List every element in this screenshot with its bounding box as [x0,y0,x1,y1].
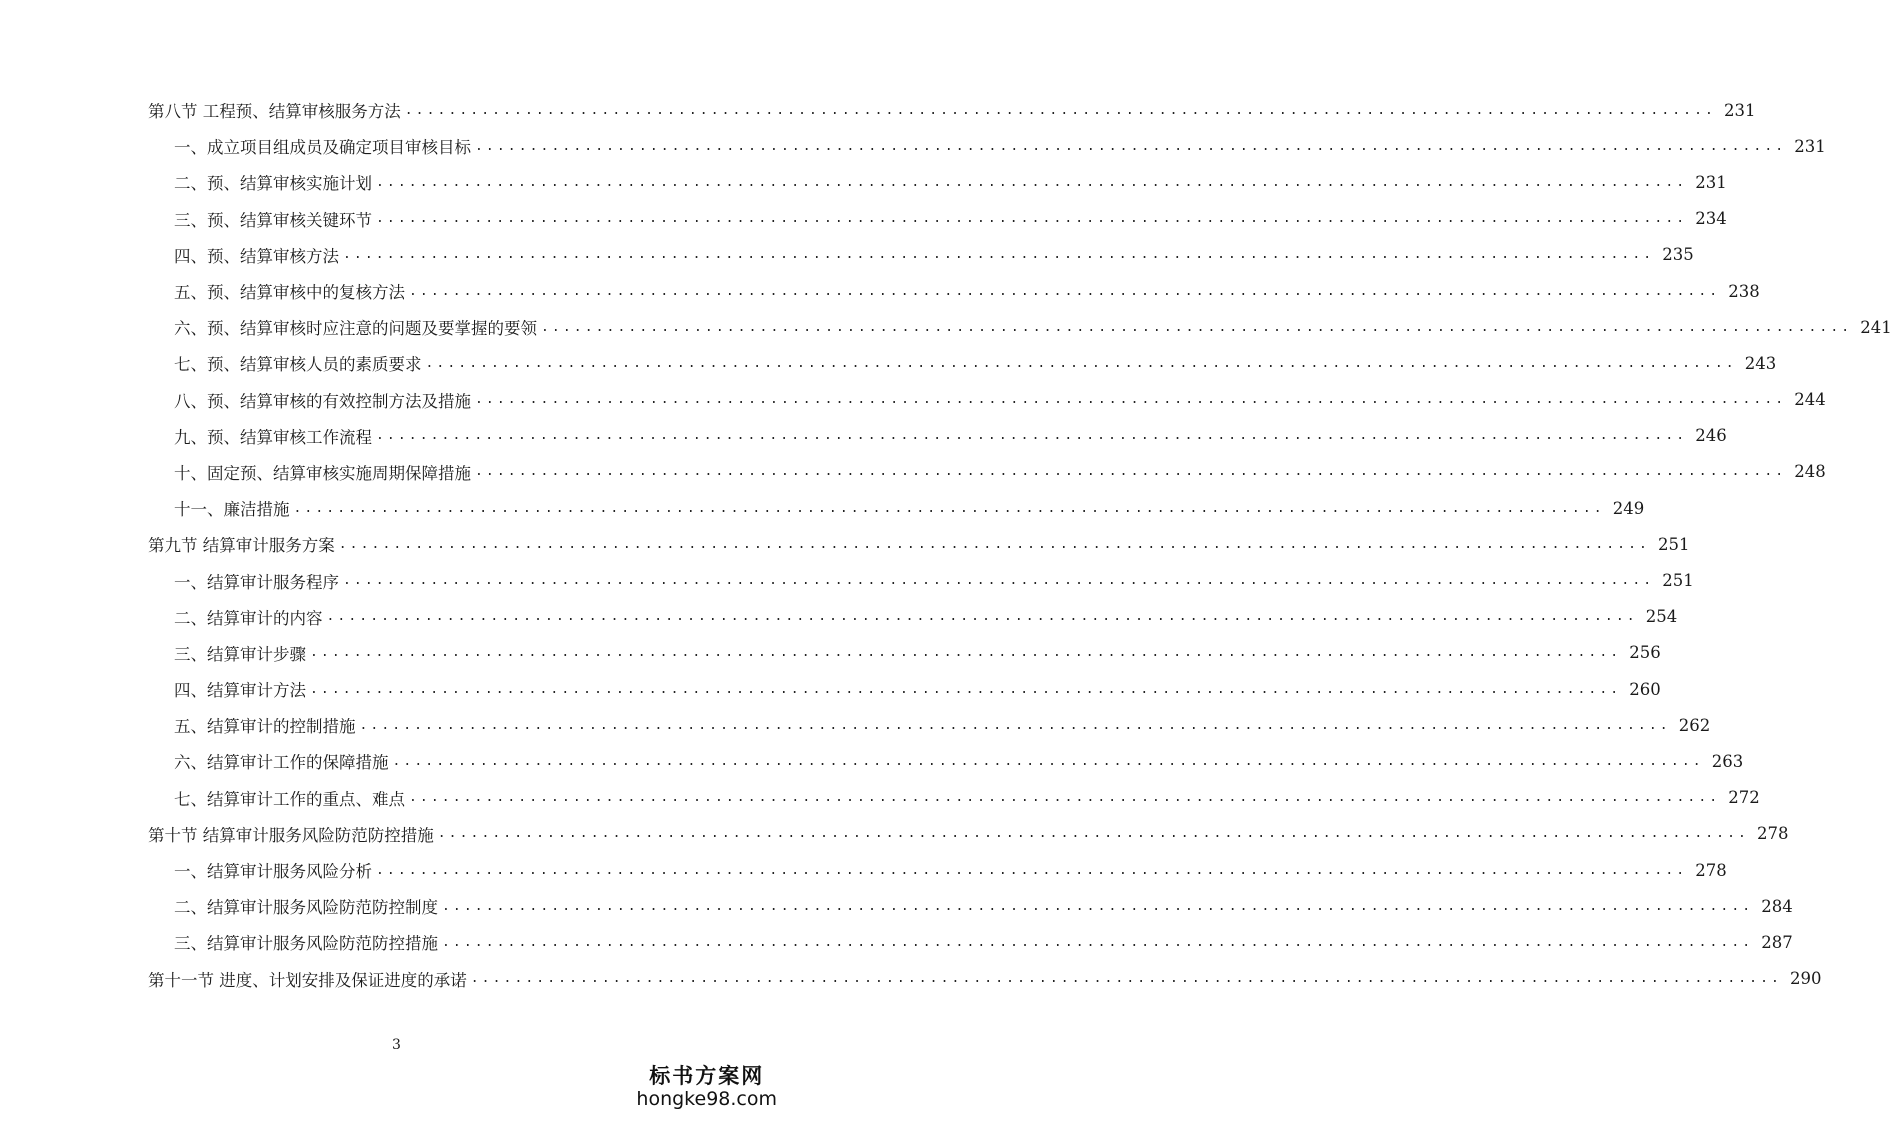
toc-dot-leader: ........................................................................................................................ [343,573,1655,589]
toc-dot-leader: ........................................................................................................................ [376,428,1688,444]
toc-entry-title: 三、结算审计步骤 [174,641,310,665]
toc-entry-title: 四、结算审计方法 [174,677,310,701]
toc-entry-title: 十一、廉洁措施 [174,496,294,520]
toc-dot-leader: ........................................................................................................................ [293,500,1605,516]
toc-dot-leader: ........................................................................................................................ [470,971,1782,987]
toc-section-entry [148,961,1822,997]
toc-entry-title: 一、结算审计服务程序 [174,569,343,593]
toc-entry-title: 七、预、结算审核人员的素质要求 [174,351,426,375]
toc-entry-title: 九、预、结算审核工作流程 [174,424,376,448]
toc-dot-leader: ........................................................................................................................ [392,753,1704,769]
toc-subsection-entry [148,599,1678,635]
toc-subsection-entry [148,888,1793,924]
toc-entry-page: 241 [1860,317,1892,337]
toc-dot-leader: ........................................................................................................................ [326,609,1638,625]
toc-dot-leader: ........................................................................................................................ [425,355,1737,371]
toc-dot-leader: ........................................................................................................................ [404,102,1716,118]
toc-entry-page: 231 [1723,100,1756,120]
toc-entry-page: 234 [1695,209,1727,229]
toc-entry-title: 二、预、结算审核实施计划 [174,170,376,194]
toc-dot-leader: ........................................................................................................................ [310,681,1622,697]
toc-entry-page: 284 [1761,896,1793,916]
toc-subsection-entry [148,562,1694,598]
toc-subsection-entry [148,345,1777,381]
toc-entry-page: 243 [1744,353,1777,373]
toc-subsection-entry [148,382,1826,418]
toc-entry-page: 246 [1695,426,1727,446]
toc-entry-page: 278 [1695,860,1727,880]
toc-dot-leader: ........................................................................................................................ [475,392,1787,408]
toc-subsection-entry [148,418,1727,454]
toc-dot-leader: ........................................................................................................................ [310,645,1622,661]
toc-entry-title: 第九节 结算审计服务方案 [148,532,339,556]
toc-subsection-entry [148,237,1694,273]
page-number: 3 [392,1037,401,1053]
toc-entry-title: 三、预、结算审核关键环节 [174,207,376,231]
toc-entry-title: 一、成立项目组成员及确定项目审核目标 [174,134,475,158]
toc-dot-leader: ........................................................................................................................ [376,862,1688,878]
toc-entry-page: 272 [1728,788,1760,808]
toc-dot-leader: ........................................................................................................................ [475,138,1787,154]
toc-subsection-entry [148,743,1744,779]
toc-entry-title: 十、固定预、结算审核实施周期保障措施 [174,460,475,484]
toc-section-entry [148,92,1756,128]
toc-entry-page: 231 [1695,172,1727,192]
toc-dot-leader: ........................................................................................................................ [409,790,1721,806]
toc-subsection-entry [148,309,1892,345]
toc-subsection-entry [148,490,1645,526]
toc-dot-leader: ........................................................................................................................ [442,898,1754,914]
toc-entry-title: 二、结算审计服务风险防范防控制度 [174,894,442,918]
toc-entry-page: 256 [1629,643,1661,663]
toc-dot-leader: ........................................................................................................................ [359,717,1671,733]
toc-entry-title: 四、预、结算审核方法 [174,243,343,267]
toc-entry-page: 263 [1711,751,1744,771]
toc-section-entry [148,816,1789,852]
toc-subsection-entry [148,273,1760,309]
toc-subsection-entry [148,635,1661,671]
watermark-url: hongke98.com [636,1088,777,1110]
toc-dot-leader: ........................................................................................................................ [541,319,1853,335]
toc-entry-title: 一、结算审计服务风险分析 [174,858,376,882]
toc-entry-title: 六、预、结算审核时应注意的问题及要掌握的要领 [174,315,541,339]
toc-subsection-entry [148,924,1793,960]
toc-entry-title: 七、结算审计工作的重点、难点 [174,786,409,810]
toc-entry-title: 五、结算审计的控制措施 [174,713,360,737]
toc-entry-title: 第十一节 进度、计划安排及保证进度的承诺 [148,967,471,991]
toc-entry-page: 238 [1728,281,1760,301]
toc-subsection-entry [148,164,1727,200]
toc-subsection-entry [148,128,1826,164]
toc-entry-page: 251 [1662,571,1694,591]
toc-entry-page: 278 [1756,824,1789,844]
toc-subsection-entry [148,201,1727,237]
toc-dot-leader: ........................................................................................................................ [409,283,1721,299]
watermark-text: 标书方案网 [649,1063,765,1088]
toc-entry-title: 六、结算审计工作的保障措施 [174,749,393,773]
toc-entry-page: 231 [1794,136,1826,156]
toc-entry-page: 260 [1629,679,1661,699]
toc-entry-page: 248 [1794,462,1826,482]
toc-dot-leader: ........................................................................................................................ [338,536,1650,552]
toc-section-entry [148,526,1690,562]
toc-dot-leader: ........................................................................................................................ [475,464,1787,480]
toc-dot-leader: ........................................................................................................................ [437,826,1749,842]
toc-dot-leader: ........................................................................................................................ [343,247,1655,263]
toc-entry-title: 八、预、结算审核的有效控制方法及措施 [174,388,475,412]
toc-entry-page: 287 [1761,932,1793,952]
toc-entry-page: 244 [1794,390,1826,410]
toc-dot-leader: ........................................................................................................................ [376,174,1688,190]
toc-entry-title: 三、结算审计服务风险防范防控措施 [174,930,442,954]
watermark-logo [636,1060,777,1110]
toc-subsection-entry [148,852,1727,888]
toc-entry-page: 290 [1789,969,1822,989]
toc-dot-leader: ........................................................................................................................ [442,934,1754,950]
toc-entry-page: 251 [1657,534,1690,554]
table-of-contents [148,92,1892,997]
toc-subsection-entry [148,707,1711,743]
toc-subsection-entry [148,780,1760,816]
toc-entry-page: 235 [1662,245,1694,265]
toc-entry-title: 第八节 工程预、结算审核服务方法 [148,98,405,122]
toc-entry-title: 二、结算审计的内容 [174,605,327,629]
toc-subsection-entry [148,454,1826,490]
toc-dot-leader: ........................................................................................................................ [376,211,1688,227]
toc-entry-page: 262 [1678,715,1711,735]
toc-entry-page: 254 [1645,607,1678,627]
toc-entry-title: 五、预、结算审核中的复核方法 [174,279,409,303]
toc-entry-page: 249 [1612,498,1645,518]
toc-subsection-entry [148,671,1661,707]
toc-entry-title: 第十节 结算审计服务风险防范防控措施 [148,822,438,846]
